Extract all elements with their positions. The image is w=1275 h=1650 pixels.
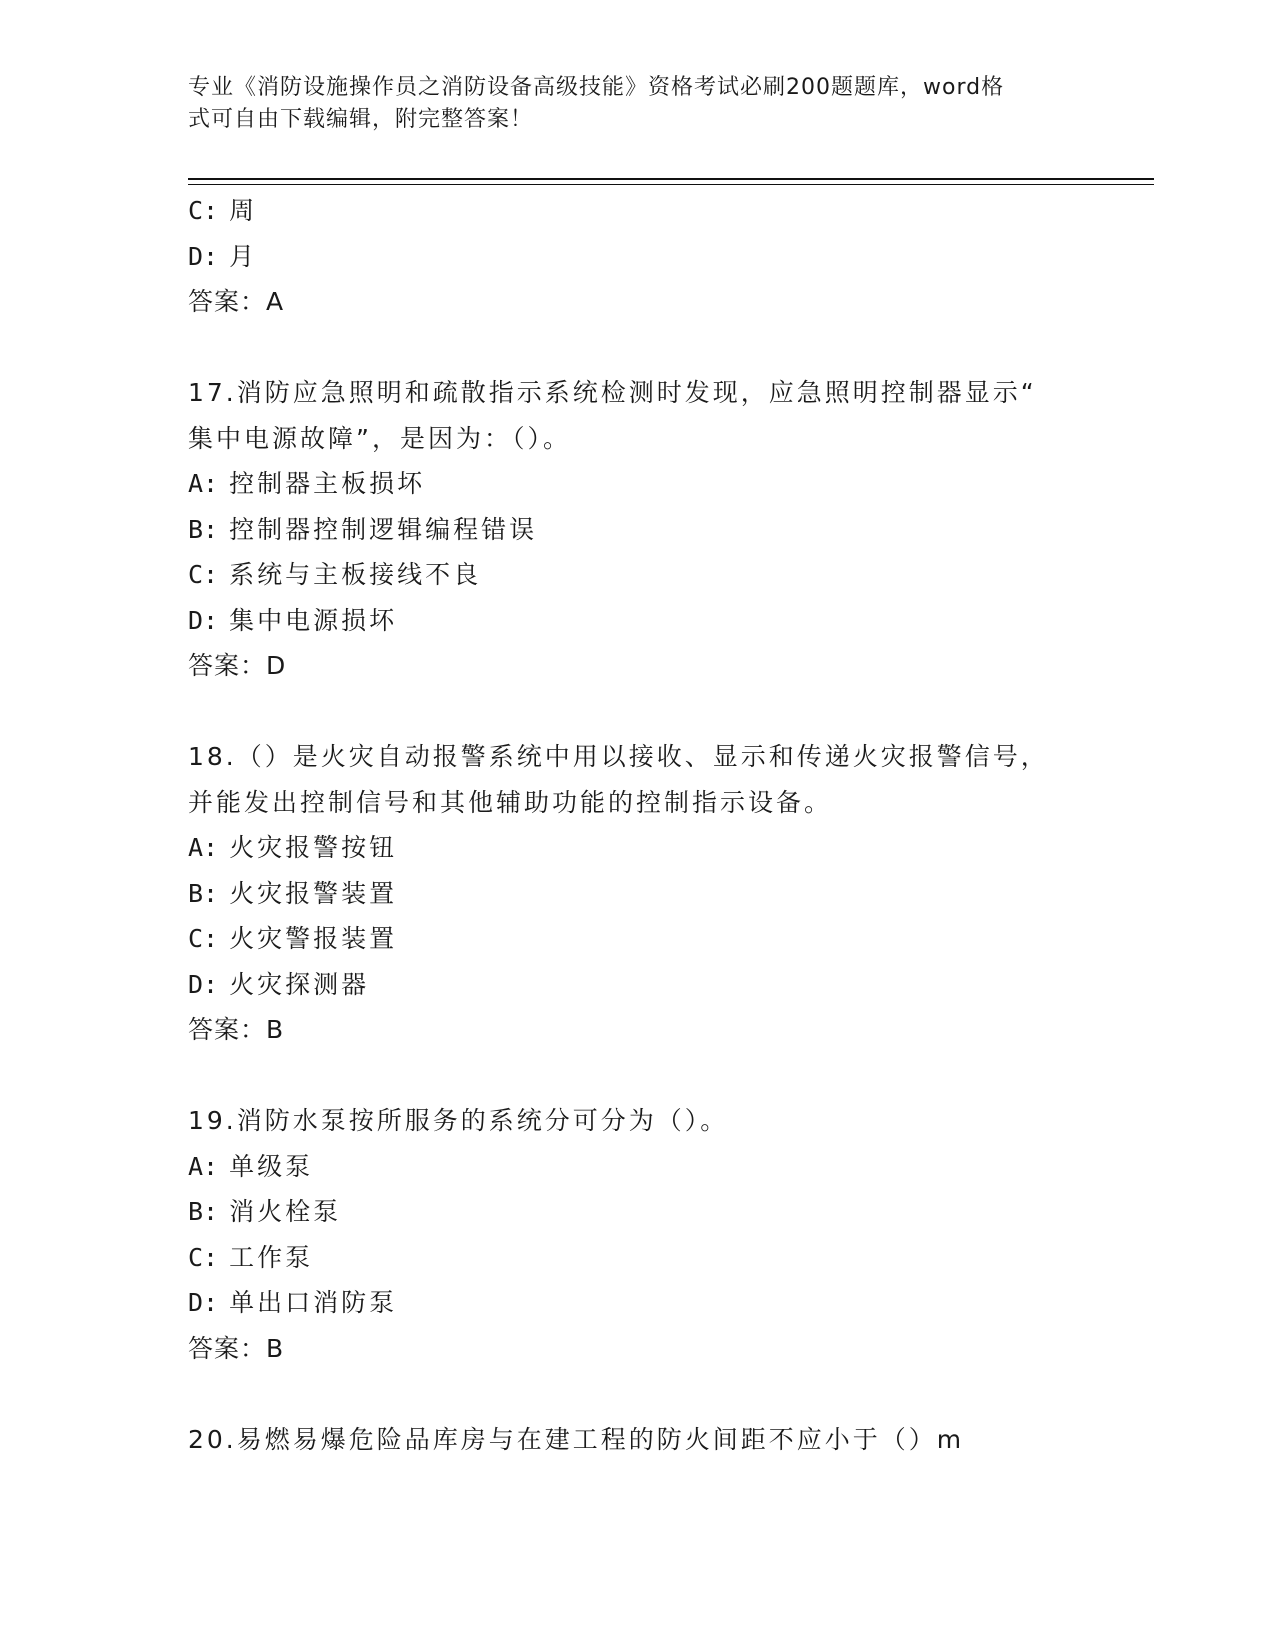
option-b — [188, 1189, 1088, 1235]
option-label: B: — [188, 1197, 219, 1226]
header-line-1: 专业《消防设施操作员之消防设备高级技能》资格考试必刷200题题库，word格 — [188, 75, 1005, 100]
option-text: 火灾报警装置 — [229, 878, 398, 908]
option-d — [188, 598, 1088, 644]
option-text: 月 — [229, 241, 258, 271]
option-label: C: — [188, 196, 219, 225]
answer-line: 答案：B — [188, 1333, 285, 1363]
spacer — [188, 1371, 1088, 1417]
header-divider-thick — [188, 178, 1154, 180]
option-label: A: — [188, 833, 219, 862]
option-text: 控制器控制逻辑编程错误 — [229, 514, 538, 544]
option-text: 周 — [229, 196, 258, 225]
option-d — [188, 962, 1088, 1008]
option-c — [188, 916, 1088, 962]
option-label: A: — [188, 1151, 219, 1181]
option-c — [188, 1235, 1088, 1281]
question-19 — [188, 1098, 1088, 1371]
spacer — [188, 325, 1088, 371]
option-label: B: — [188, 514, 219, 544]
document-header — [188, 72, 1088, 136]
question-title — [188, 370, 1088, 461]
option-text: 单级泵 — [229, 1151, 314, 1181]
document-body — [188, 188, 1088, 1462]
option-a — [188, 1144, 1088, 1190]
option-d — [188, 234, 1088, 280]
option-label: D: — [188, 241, 219, 271]
option-text: 单出口消防泵 — [229, 1288, 398, 1317]
option-label: A: — [188, 469, 219, 498]
option-label: D: — [188, 969, 219, 999]
header-divider-thin — [188, 184, 1154, 185]
question-title — [188, 1098, 1088, 1144]
option-b — [188, 871, 1088, 917]
question-title-line: 并能发出控制信号和其他辅助功能的控制指示设备。 — [188, 787, 833, 817]
option-label: C: — [188, 924, 219, 953]
answer-line: 答案：B — [188, 1015, 285, 1044]
question-title-line: 集中电源故障”，是因为：（）。 — [188, 423, 571, 453]
option-c — [188, 552, 1088, 598]
question-title-line: 19.消防水泵按所服务的系统分可分为（）。 — [188, 1106, 729, 1135]
question-17 — [188, 370, 1088, 689]
question-20 — [188, 1417, 1088, 1463]
option-text: 火灾探测器 — [229, 969, 370, 999]
header-line-2: 式可自由下载编辑，附完整答案！ — [188, 107, 534, 132]
question-title — [188, 734, 1088, 825]
question-title-line: 18.（）是火灾自动报警系统中用以接收、显示和传递火灾报警信号， — [188, 742, 1049, 771]
option-label: C: — [188, 560, 219, 589]
option-d — [188, 1280, 1088, 1326]
question-title — [188, 1417, 1088, 1463]
answer-line: 答案：A — [188, 287, 285, 316]
option-label: D: — [188, 605, 219, 635]
option-label: C: — [188, 1242, 219, 1272]
option-text: 火灾报警按钮 — [229, 833, 398, 862]
option-b — [188, 507, 1088, 553]
spacer — [188, 689, 1088, 735]
option-text: 消火栓泵 — [229, 1197, 342, 1226]
option-text: 系统与主板接线不良 — [229, 560, 482, 589]
answer-line: 答案：D — [188, 651, 287, 680]
option-label: B: — [188, 878, 219, 908]
option-a — [188, 461, 1088, 507]
question-title-line: 20.易燃易爆危险品库房与在建工程的防火间距不应小于（）m — [188, 1424, 965, 1454]
question-title-line: 17.消防应急照明和疏散指示系统检测时发现，应急照明控制器显示“ — [188, 378, 1037, 407]
spacer — [188, 1053, 1088, 1099]
option-c — [188, 188, 1088, 234]
option-text: 火灾警报装置 — [229, 924, 398, 953]
option-label: D: — [188, 1288, 219, 1317]
option-a — [188, 825, 1088, 871]
option-text: 集中电源损坏 — [229, 605, 398, 635]
option-text: 控制器主板损坏 — [229, 469, 426, 498]
question-18 — [188, 734, 1088, 1053]
option-text: 工作泵 — [229, 1242, 314, 1272]
partial-question — [188, 188, 1088, 325]
